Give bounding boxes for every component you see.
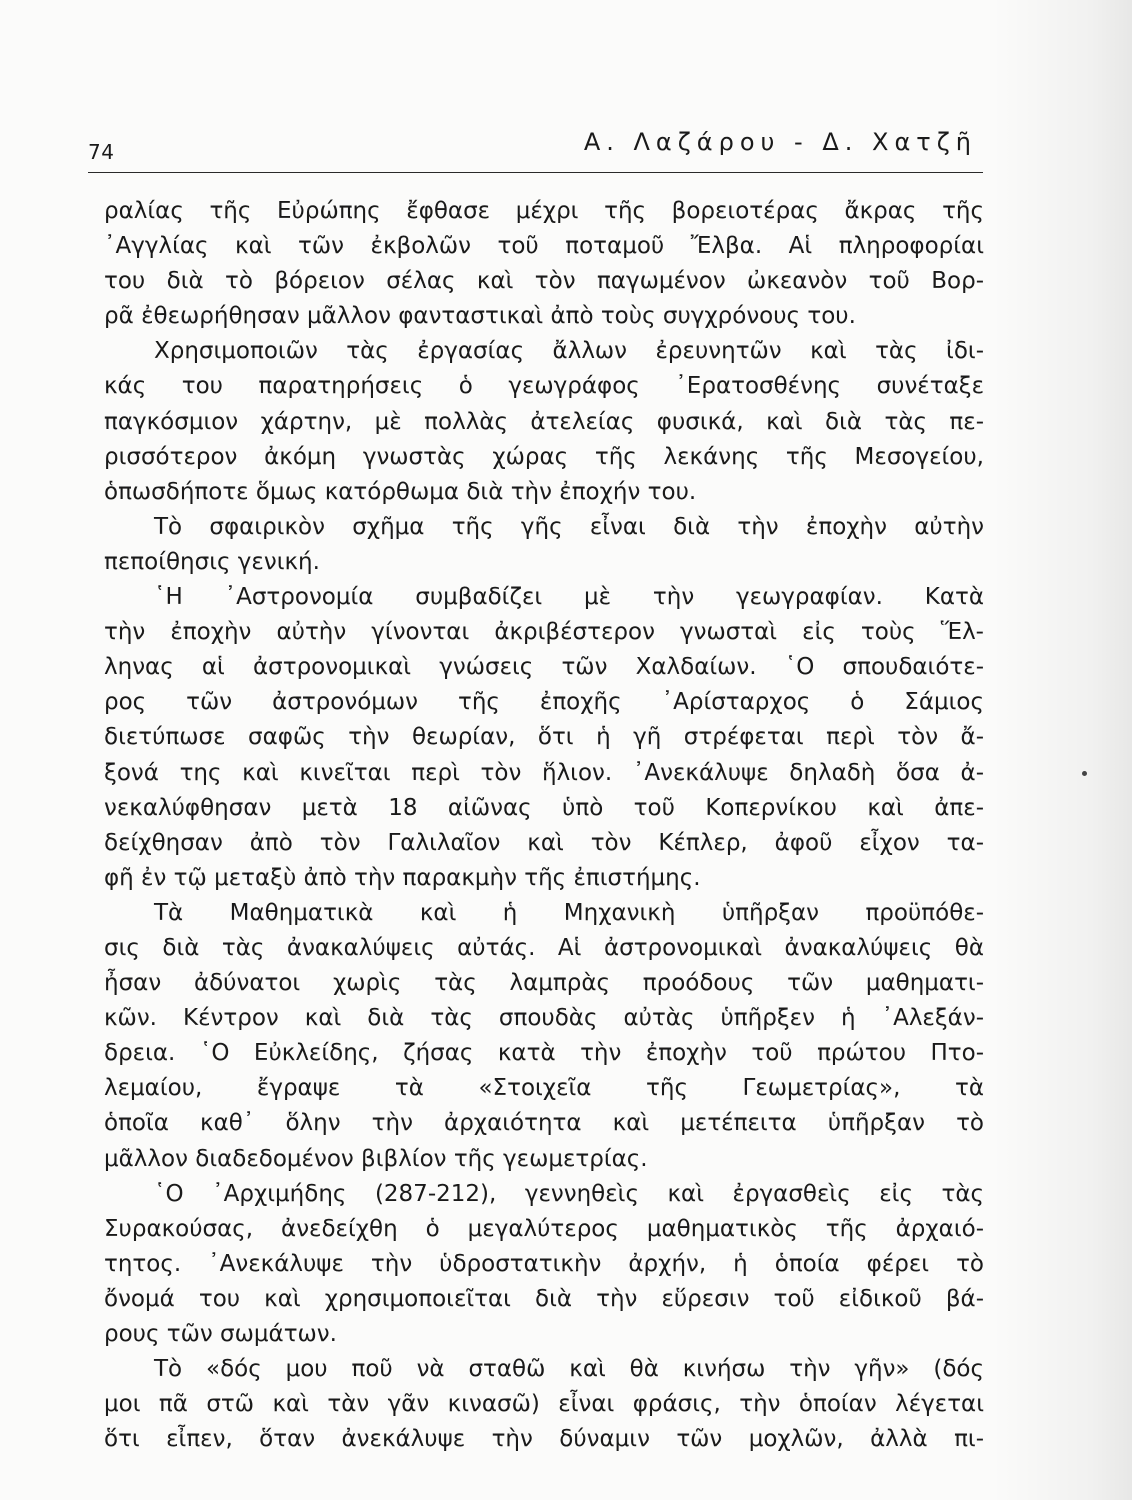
text-line: Τὰ Μαθηματικὰ καὶ ἡ Μηχανικὴ ὑπῆρξαν προϋπόθε- xyxy=(154,899,984,926)
text-line: ληνας αἱ ἀστρονομικαὶ γνώσεις τῶν Χαλδαίων. ῾Ο σπουδαιότε- xyxy=(104,654,984,681)
text-line: διετύπωσε σαφῶς τὴν θεωρίαν, ὅτι ἡ γῆ στρέφεται περὶ τὸν ἄ- xyxy=(104,724,984,751)
text-line: ὄνομά του καὶ χρησιμοποιεῖται διὰ τὴν εὕρεσιν τοῦ εἰδικοῦ βά- xyxy=(104,1285,984,1312)
ink-speck xyxy=(1082,771,1087,776)
text-line: δείχθησαν ἀπὸ τὸν Γαλιλαῖον καὶ τὸν Κέπλερ, ἀφοῦ εἶχον τα- xyxy=(104,829,984,856)
text-line: κῶν. Κέντρον καὶ διὰ τὰς σπουδὰς αὐτὰς ὑπῆρξεν ἡ ᾿Αλεξάν- xyxy=(104,1005,984,1032)
text-line: σις διὰ τὰς ἀνακαλύψεις αὐτάς. Αἱ ἀστρονομικαὶ ἀνακαλύψεις θὰ xyxy=(104,934,984,961)
text-line: ξονά της καὶ κινεῖται περὶ τὸν ἥλιον. ᾿Ανεκάλυψε δηλαδὴ ὅσα ἀ- xyxy=(104,759,984,786)
text-line: φῆ ἐν τῷ μεταξὺ ἀπὸ τὴν παρακμὴν τῆς ἐπιστήμης. xyxy=(104,864,701,891)
running-head-authors: Α. Λαζάρου - Δ. Χατζῆ xyxy=(583,128,977,156)
text-line: πεποίθησις γενική. xyxy=(104,548,320,575)
text-line: ῾Η ᾿Αστρονομία συμβαδίζει μὲ τὴν γεωγραφίαν. Κατὰ xyxy=(154,584,984,611)
text-line: τὴν ἐποχὴν αὐτὴν γίνονται ἀκριβέστερον γνωσταὶ εἰς τοὺς Ἕλ- xyxy=(104,619,984,646)
page-header xyxy=(88,122,983,166)
text-line: ὅτι εἶπεν, ὅταν ἀνεκάλυψε τὴν δύναμιν τῶν μοχλῶν, ἀλλὰ πι- xyxy=(104,1426,984,1453)
text-line: ἦσαν ἀδύνατοι χωρὶς τὰς λαμπρὰς προόδους τῶν μαθηματι- xyxy=(104,970,984,997)
text-line: Χρησιμοποιῶν τὰς ἐργασίας ἄλλων ἐρευνητῶν καὶ τὰς ἰδι- xyxy=(154,338,984,365)
text-line: ὁπωσδήποτε ὅμως κατόρθωμα διὰ τὴν ἐποχήν του. xyxy=(104,478,697,505)
text-line: λεμαίου, ἔγραψε τὰ «Στοιχεῖα τῆς Γεωμετρίας», τὰ xyxy=(104,1075,984,1102)
text-line: του διὰ τὸ βόρειον σέλας καὶ τὸν παγωμένον ὠκεανὸν τοῦ Βορ- xyxy=(104,268,984,295)
text-line: ρισσότερον ἀκόμη γνωστὰς χώρας τῆς λεκάνης τῆς Μεσογείου, xyxy=(104,443,984,470)
page-edge-shadow xyxy=(992,0,1132,1500)
text-line: ὁποῖα καθ᾿ ὅλην τὴν ἀρχαιότητα καὶ μετέπειτα ὑπῆρξαν τὸ xyxy=(104,1110,984,1137)
text-line: δρεια. ῾Ο Εὐκλείδης, ζήσας κατὰ τὴν ἐποχὴν τοῦ πρώτου Πτο- xyxy=(104,1040,984,1067)
header-rule xyxy=(88,172,983,173)
text-line: ῾Ο ᾿Αρχιμήδης (287-212), γεννηθεὶς καὶ ἐργασθεὶς εἰς τὰς xyxy=(154,1180,984,1207)
body-text xyxy=(104,194,984,1457)
text-line: μᾶλλον διαδεδομένον βιβλίον τῆς γεωμετρίας. xyxy=(104,1145,648,1172)
text-line: Τὸ σφαιρικὸν σχῆμα τῆς γῆς εἶναι διὰ τὴν ἐποχὴν αὐτὴν xyxy=(154,513,984,540)
text-line: Συρακούσας, ἀνεδείχθη ὁ μεγαλύτερος μαθηματικὸς τῆς ἀρχαιό- xyxy=(104,1215,984,1242)
page-number: 74 xyxy=(88,140,115,164)
text-line: παγκόσμιον χάρτην, μὲ πολλὰς ἀτελείας φυσικά, καὶ διὰ τὰς πε- xyxy=(104,408,984,435)
text-line: κάς του παρατηρήσεις ὁ γεωγράφος ᾿Ερατοσθένης συνέταξε xyxy=(104,373,984,400)
text-line: τητος. ᾿Ανεκάλυψε τὴν ὑδροστατικὴν ἀρχήν, ἡ ὁποία φέρει τὸ xyxy=(104,1250,984,1277)
text-line: νεκαλύφθησαν μετὰ 18 αἰῶνας ὑπὸ τοῦ Κοπερνίκου καὶ ἀπε- xyxy=(104,794,984,821)
text-line: ρᾶ ἐθεωρήθησαν μᾶλλον φανταστικαὶ ἀπὸ τοὺς συγχρόνους του. xyxy=(104,303,856,330)
text-line: ραλίας τῆς Εὐρώπης ἔφθασε μέχρι τῆς βορειοτέρας ἄκρας τῆς xyxy=(104,198,984,224)
text-line: ᾿Αγγλίας καὶ τῶν ἐκβολῶν τοῦ ποταμοῦ Ἔλβα. Αἱ πληροφορίαι xyxy=(104,233,984,260)
text-line: ρος τῶν ἀστρονόμων τῆς ἐποχῆς ᾿Αρίσταρχος ὁ Σάμιος xyxy=(104,689,984,716)
text-line: μοι πᾶ στῶ καὶ τὰν γᾶν κινασῶ) εἶναι φράσις, τὴν ὁποίαν λέγεται xyxy=(104,1391,984,1418)
text-line: ρους τῶν σωμάτων. xyxy=(104,1321,337,1347)
text-line: Τὸ «δός μου ποῦ νὰ σταθῶ καὶ θὰ κινήσω τὴν γῆν» (δός xyxy=(154,1356,984,1383)
